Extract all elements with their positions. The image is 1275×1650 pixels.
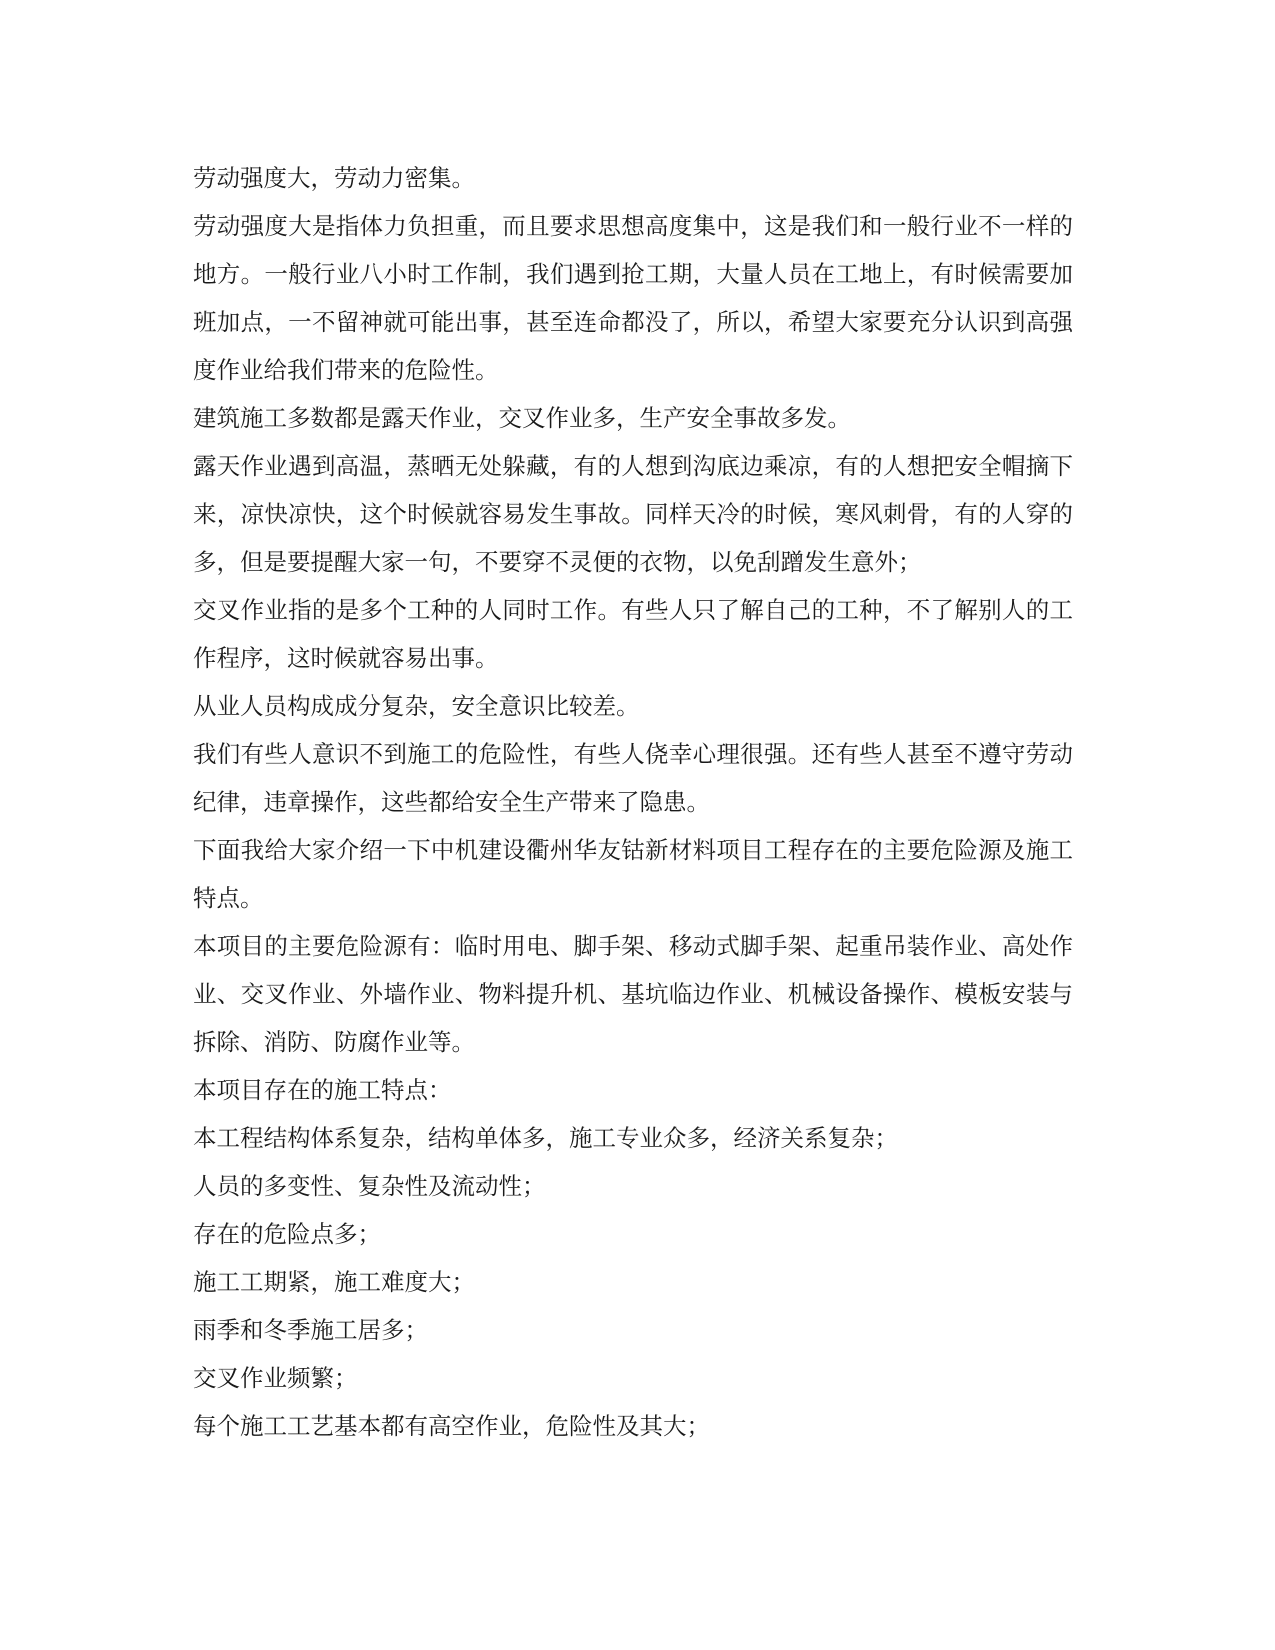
paragraph-outdoor-work-detail: 露天作业遇到高温，蒸晒无处躲藏，有的人想到沟底边乘凉，有的人想把安全帽摘下来，凉快凉快，这个时候就容易发生事故。同样天冷的时候，寒风刺骨，有的人穿的多，但是要提醒大家一句，不要穿不灵便的衣物，以免刮蹭发生意外； bbox=[193, 452, 1073, 576]
paragraph-features-heading: 本项目存在的施工特点： bbox=[193, 1076, 452, 1104]
paragraph-feature-season: 雨季和冬季施工居多； bbox=[193, 1316, 428, 1344]
paragraph-hazard-sources: 本项目的主要危险源有：临时用电、脚手架、移动式脚手架、起重吊装作业、高处作业、交叉作业、外墙作业、物料提升机、基坑临边作业、机械设备操作、模板安装与拆除、消防、防腐作业等。 bbox=[193, 932, 1073, 1056]
paragraph-project-intro: 下面我给大家介绍一下中机建设衢州华友钴新材料项目工程存在的主要危险源及施工特点。 bbox=[193, 836, 1073, 912]
paragraph-feature-height-work: 每个施工工艺基本都有高空作业，危险性及其大； bbox=[193, 1412, 710, 1440]
document-body bbox=[193, 154, 1073, 1450]
paragraph-labor-intensity-heading: 劳动强度大，劳动力密集。 bbox=[193, 164, 475, 192]
paragraph-feature-cross-work: 交叉作业频繁； bbox=[193, 1364, 358, 1392]
paragraph-outdoor-work-heading: 建筑施工多数都是露天作业，交叉作业多，生产安全事故多发。 bbox=[193, 404, 851, 432]
paragraph-feature-structure: 本工程结构体系复杂，结构单体多，施工专业众多，经济关系复杂； bbox=[193, 1124, 898, 1152]
paragraph-feature-schedule: 施工工期紧，施工难度大； bbox=[193, 1268, 475, 1296]
paragraph-personnel-heading: 从业人员构成成分复杂，安全意识比较差。 bbox=[193, 692, 640, 720]
paragraph-personnel-detail: 我们有些人意识不到施工的危险性，有些人侥幸心理很强。还有些人甚至不遵守劳动纪律，违章操作，这些都给安全生产带来了隐患。 bbox=[193, 740, 1073, 816]
paragraph-feature-danger-points: 存在的危险点多； bbox=[193, 1220, 381, 1248]
paragraph-labor-intensity-detail: 劳动强度大是指体力负担重，而且要求思想高度集中，这是我们和一般行业不一样的地方。一般行业八小时工作制，我们遇到抢工期，大量人员在工地上，有时候需要加班加点，一不留神就可能出事，甚至连命都没了，所以，希望大家要充分认识到高强度作业给我们带来的危险性。 bbox=[193, 212, 1073, 384]
paragraph-cross-work-detail: 交叉作业指的是多个工种的人同时工作。有些人只了解自己的工种，不了解别人的工作程序，这时候就容易出事。 bbox=[193, 596, 1073, 672]
paragraph-feature-personnel: 人员的多变性、复杂性及流动性； bbox=[193, 1172, 546, 1200]
